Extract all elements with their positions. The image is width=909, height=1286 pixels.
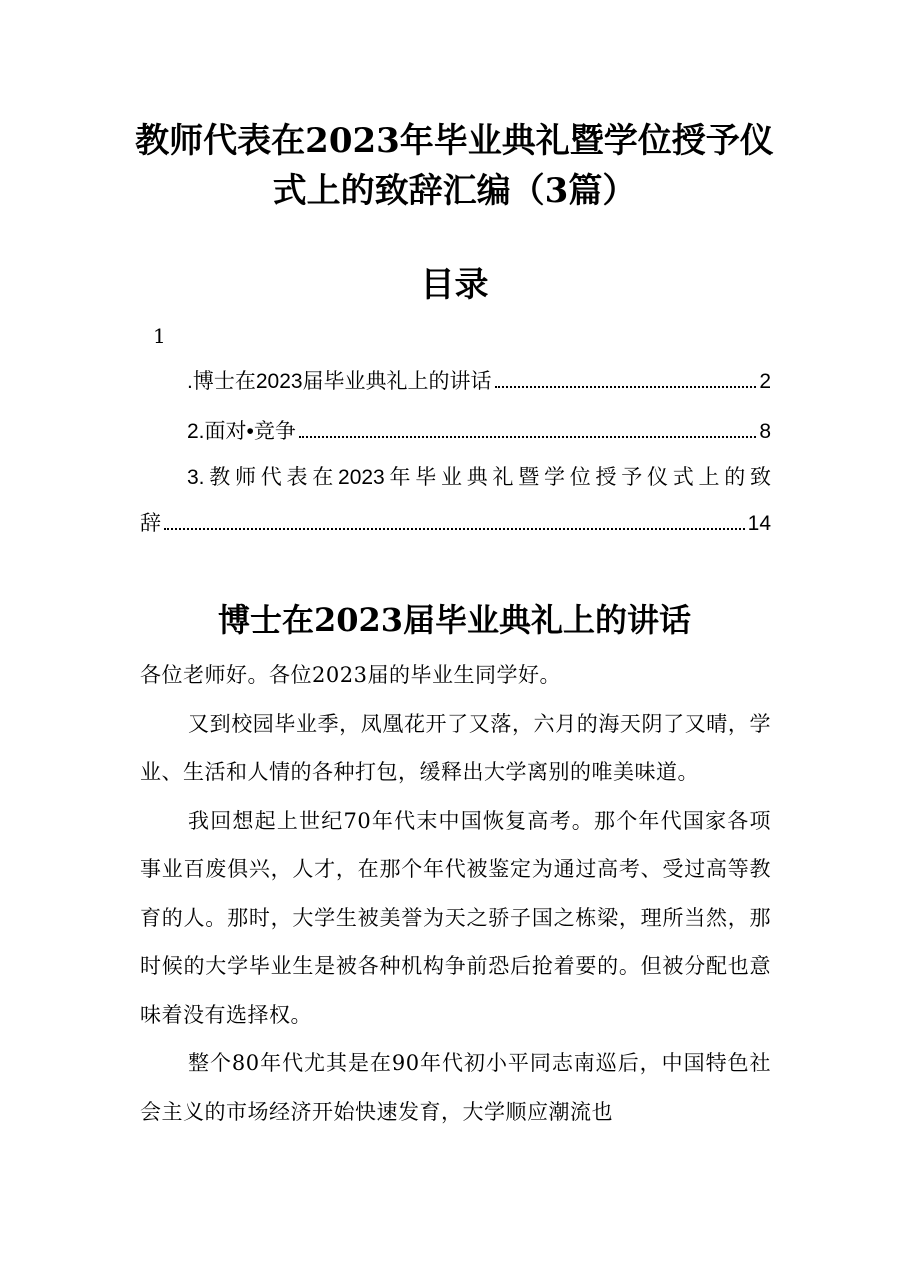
toc-entry-text: 2.面对•竞争	[187, 420, 296, 443]
toc-leader-dots	[495, 386, 757, 388]
paragraph: 各位老师好。各位2023届的毕业生同学好。	[140, 663, 561, 687]
document-title: 教师代表在2023年毕业典礼暨学位授予仪式上的致辞汇编（3篇）	[135, 121, 774, 211]
toc-entry-1[interactable]	[187, 368, 771, 396]
toc-entry-page: 14	[747, 512, 771, 535]
paragraph: 又到校园毕业季，凤凰花开了又落，六月的海天阴了又晴，学业、生活和人情的各种打包，缓释出大学离别的唯美味道。	[140, 711, 771, 784]
toc-entry-3-line2[interactable]	[140, 510, 771, 538]
toc-leader-dots	[164, 528, 745, 530]
toc-entry-text: .博士在2023届毕业典礼上的讲话	[187, 370, 492, 393]
toc-entry-3-line1[interactable]: 3.教师代表在2023年毕业典礼暨学位授予仪式上的致	[187, 466, 771, 489]
section-heading: 博士在2023届毕业典礼上的讲话	[217, 601, 692, 639]
toc-heading: 目录	[420, 265, 489, 305]
toc-entry-page: 8	[759, 420, 771, 443]
toc-entry-text: 辞	[140, 512, 161, 535]
paragraph: 整个80年代尤其是在90年代初小平同志南巡后，中国特色社会主义的市场经济开始快速发育，大学顺应潮流也	[140, 1051, 771, 1124]
toc-entry-2[interactable]	[187, 418, 771, 446]
section-body	[140, 651, 771, 1136]
toc-entry-page: 2	[759, 370, 771, 393]
toc-leader-dots	[299, 436, 756, 438]
paragraph: 我回想起上世纪70年代末中国恢复高考。那个年代国家各项事业百废俱兴，人才，在那个年代被鉴定为通过高考、受过高等教育的人。那时，大学生被美誉为天之骄子国之栋梁，理所当然，那时候的大学毕业生是被各种机构争前恐后抢着要的。但被分配也意味着没有选择权。	[140, 808, 771, 1027]
toc-number-line: 1	[153, 324, 166, 348]
